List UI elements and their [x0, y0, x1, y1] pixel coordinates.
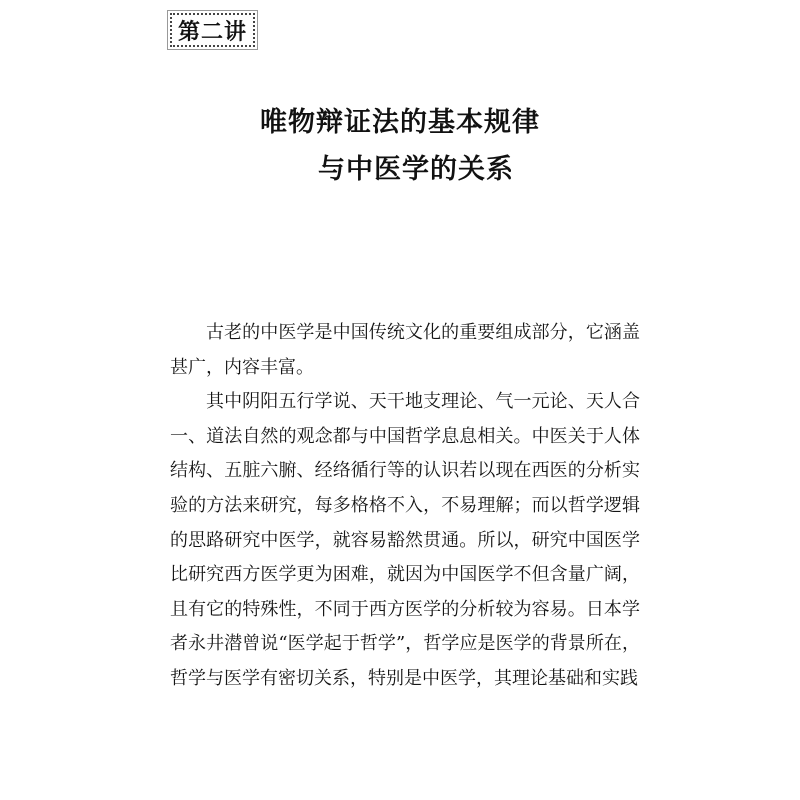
body-text	[170, 316, 640, 697]
lecture-label: 第二讲	[178, 19, 248, 45]
chapter-title-line-1: 唯物辩证法的基本规律	[260, 107, 540, 138]
paragraph-2: 其中阴阳五行学说、天干地支理论、气一元论、天人合一、道法自然的观念都与中国哲学息息相关。中医关于人体结构、五脏六腑、经络循行等的认识若以现在西医的分析实验的方法来研究，每多格格不入，不易理解；而以哲学逻辑的思路研究中医学，就容易豁然贯通。所以，研究中国医学比研究西方医学更为困难，就因为中国医学不但含量广阔，且有它的特殊性，不同于西方医学的分析较为容易。日本学者永井潜曾说“医学起于哲学”，哲学应是医学的背景所在，哲学与医学有密切关系，特别是中医学，其理论基础和实践	[170, 391, 640, 689]
paragraph-1: 古老的中医学是中国传统文化的重要组成部分，它涵盖甚广，内容丰富。	[170, 322, 640, 378]
chapter-title-line-2: 与中医学的关系	[318, 154, 514, 185]
lecture-number-badge	[170, 13, 255, 47]
